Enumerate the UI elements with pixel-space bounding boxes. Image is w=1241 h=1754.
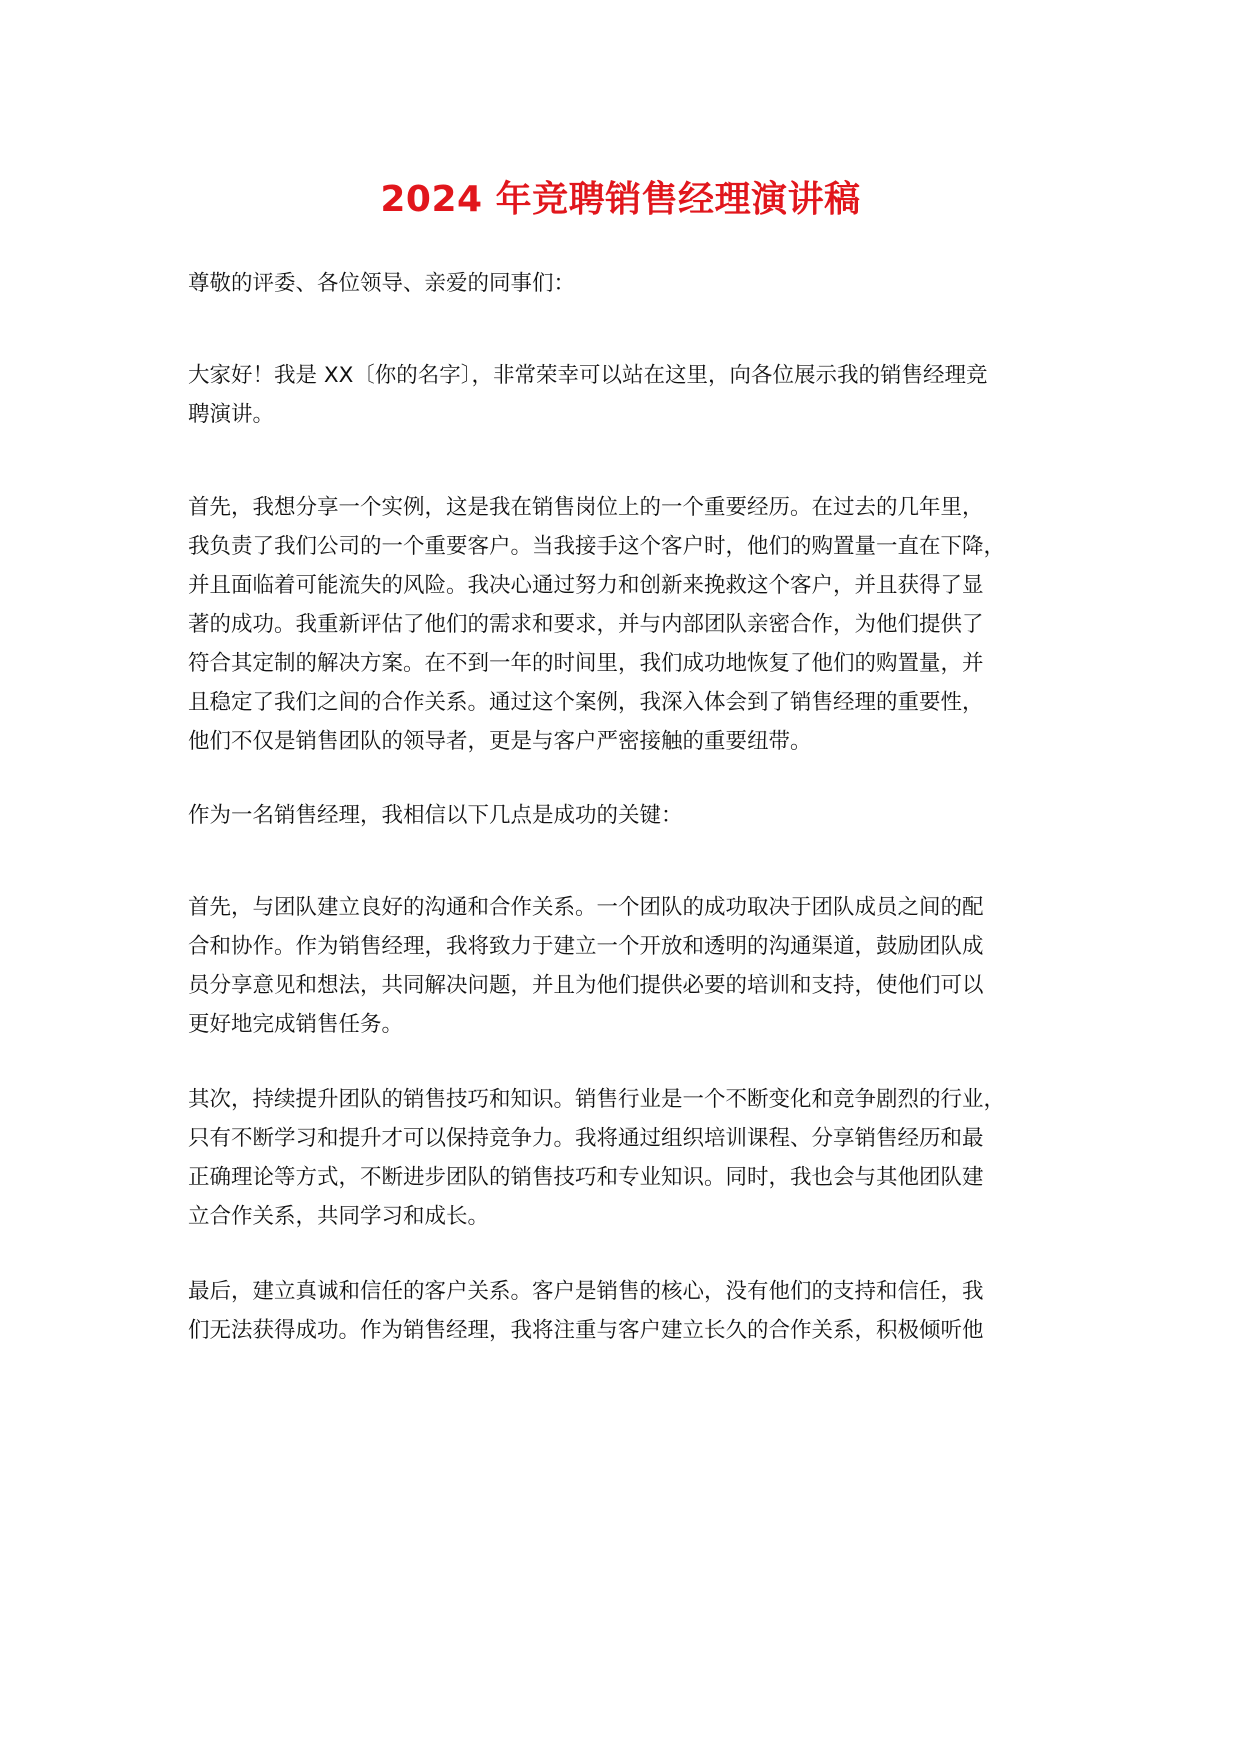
text-line: 他们不仅是销售团队的领导者，更是与客户严密接触的重要纽带。 [188, 729, 812, 754]
text-line: 符合其定制的解决方案。在不到一年的时间里，我们成功地恢复了他们的购置量，并 [188, 651, 984, 676]
paragraph-greeting [188, 264, 1078, 303]
paragraph-point-3 [188, 1272, 1078, 1350]
text-line: 并且面临着可能流失的风险。我决心通过努力和创新来挽救这个客户，并且获得了显 [188, 573, 984, 598]
text-line: 只有不断学习和提升才可以保持竞争力。我将通过组织培训课程、分享销售经历和最 [188, 1126, 984, 1151]
text-line: 员分享意见和想法，共同解决问题，并且为他们提供必要的培训和支持，使他们可以 [188, 973, 984, 998]
text-line: 更好地完成销售任务。 [188, 1012, 404, 1037]
text-line: 最后，建立真诚和信任的客户关系。客户是销售的核心，没有他们的支持和信任，我 [188, 1279, 984, 1304]
paragraph-point-1 [188, 888, 1078, 1044]
text-line: 著的成功。我重新评估了他们的需求和要求，并与内部团队亲密合作，为他们提供了 [188, 612, 984, 637]
text-line: 立合作关系，共同学习和成长。 [188, 1204, 490, 1229]
text-line: 且稳定了我们之间的合作关系。通过这个案例，我深入体会到了销售经理的重要性， [188, 690, 984, 715]
paragraph-keys-intro [188, 796, 1078, 835]
text-line: 其次，持续提升团队的销售技巧和知识。销售行业是一个不断变化和竞争剧烈的行业， [188, 1087, 1006, 1112]
text-line: 们无法获得成功。作为销售经理，我将注重与客户建立长久的合作关系，积极倾听他 [188, 1318, 984, 1343]
text-line: 尊敬的评委、各位领导、亲爱的同事们： [188, 271, 576, 296]
text-line: 作为一名销售经理，我相信以下几点是成功的关键： [188, 803, 683, 828]
text-line: 合和协作。作为销售经理，我将致力于建立一个开放和透明的沟通渠道，鼓励团队成 [188, 934, 984, 959]
text-line: 首先，我想分享一个实例，这是我在销售岗位上的一个重要经历。在过去的几年里， [188, 495, 984, 520]
text-line: 大家好！我是 XX〔你的名字〕，非常荣幸可以站在这里，向各位展示我的销售经理竞 [188, 363, 988, 388]
text-line: 我负责了我们公司的一个重要客户。当我接手这个客户时，他们的购置量一直在下降， [188, 534, 1006, 559]
paragraph-intro [188, 356, 1078, 434]
text-line: 聘演讲。 [188, 402, 275, 427]
document-title: 2024 年竞聘销售经理演讲稿 [380, 179, 861, 220]
text-line: 正确理论等方式，不断进步团队的销售技巧和专业知识。同时，我也会与其他团队建 [188, 1165, 984, 1190]
text-line: 首先，与团队建立良好的沟通和合作关系。一个团队的成功取决于团队成员之间的配 [188, 895, 984, 920]
paragraph-point-2 [188, 1080, 1078, 1236]
paragraph-example [188, 488, 1078, 761]
